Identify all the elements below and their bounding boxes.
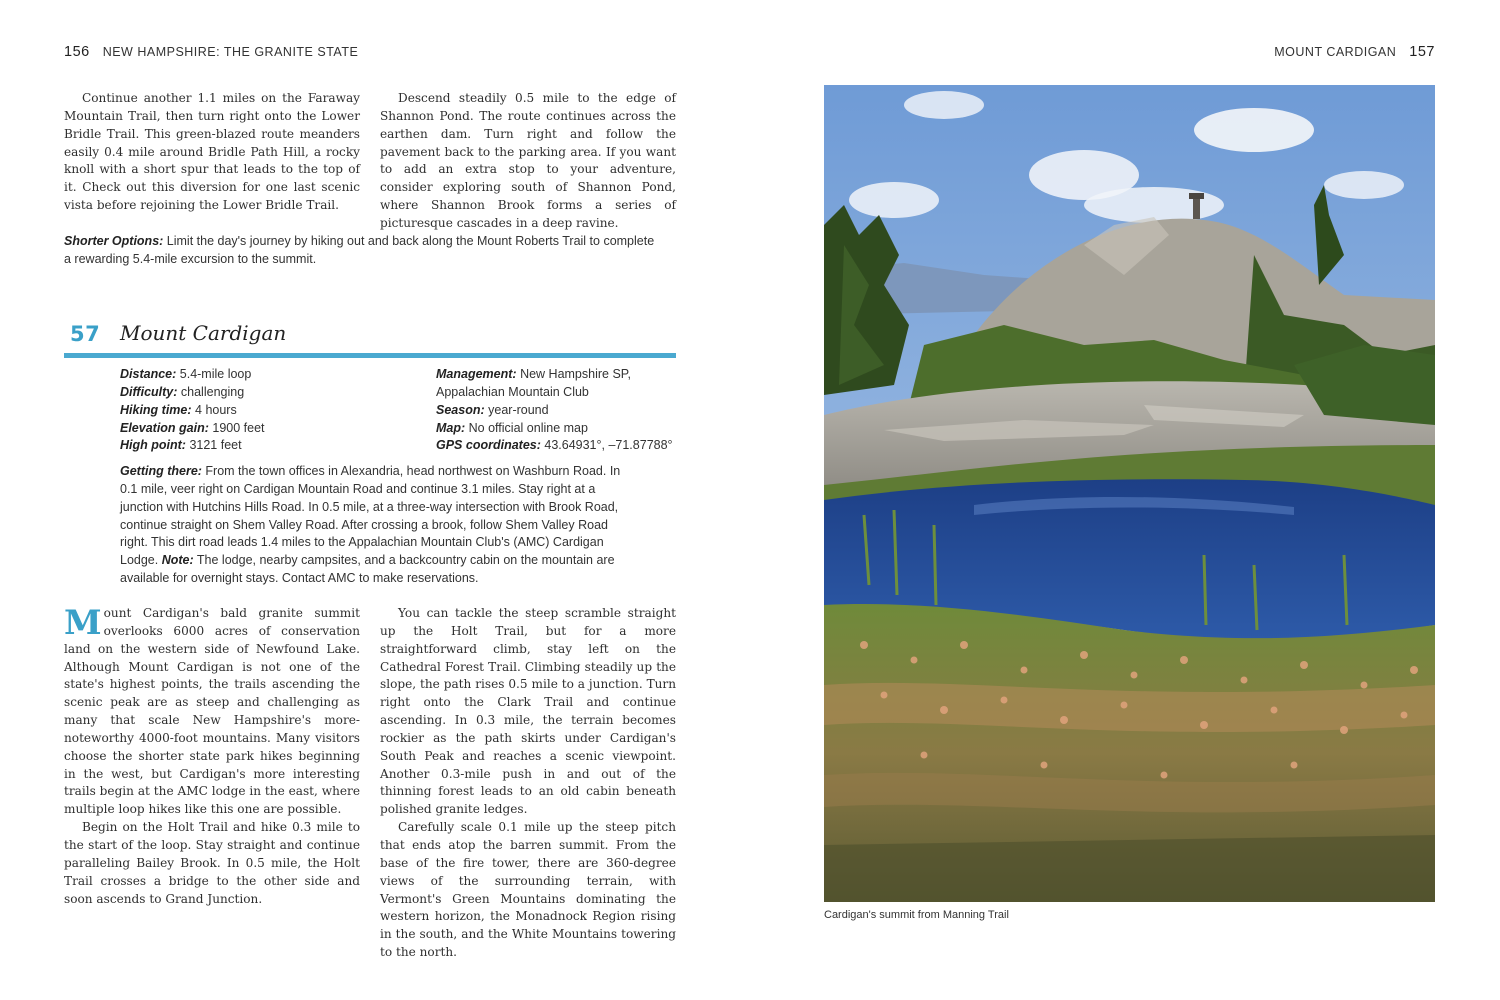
fact-label: Distance: [120, 367, 177, 381]
fact-label: Management: [436, 367, 517, 381]
fact-value: Appalachian Mountain Club [436, 384, 589, 399]
fact-map [436, 420, 686, 438]
getting-there-text: From the town offices in Alexandria, head northwest on Washburn Road. In 0.1 mile, veer right on Cardigan Mountain Road and continue 3.1 miles. Stay right at a junction with Hutchins Hills Road. In 0.5 mile, at a three-way intersection with Brook Road, continue straight on Shem Valley Road. After crossing a brook, follow Shem Valley Road right. This dirt road leads 1.4 miles to the Appalachian Mountain Club's (AMC) Cardigan Lodge. [120, 464, 621, 568]
fact-value: 1900 feet [212, 420, 265, 435]
getting-there [120, 463, 632, 588]
shorter-options-label: Shorter Options: [64, 234, 164, 248]
fact-value: 43.64931°, –71.87788° [544, 438, 673, 453]
column-a [64, 90, 360, 215]
paragraph-cathedral-forest: You can tackle the steep scramble straight up the Holt Trail, but for a more straightforward climb, stay left on the Cathedral Forest Trail. Climbing steadily up the slope, the path rises 0.5 mile to a junction. Turn right onto the Clark Trail and continue ascending. In 0.3 mile, the terrain becomes rockier as the path skirts under Cardigan's South Peak and reaches a scenic viewpoint. Another 0.3-mile push in and out of the thinning forest leads to an old cabin beneath polished granite ledges. [380, 606, 676, 817]
fact-label: High point: [120, 438, 186, 453]
hike-facts-left [120, 366, 420, 455]
hike-title: Mount Cardigan [120, 321, 287, 345]
running-head-right [1274, 44, 1435, 60]
fact-gps [436, 437, 686, 455]
fact-season [436, 402, 686, 420]
running-head-right-title: MOUNT CARDIGAN [1274, 45, 1397, 59]
right-page [750, 0, 1500, 1000]
running-head-left [64, 44, 358, 60]
fact-label: Season: [436, 402, 485, 417]
fact-label: Hiking time: [120, 402, 192, 417]
shorter-options [64, 232, 664, 268]
paragraph-intro [64, 605, 360, 819]
shorter-options-text: Limit the day's journey by hiking out and back along the Mount Roberts Trail to complete a rewarding 5.4-mile excursion to the summit. [64, 234, 655, 266]
hike-number: 57 [70, 322, 101, 346]
fact-difficulty [120, 384, 420, 402]
fact-value: New Hampshire SP, [520, 367, 631, 381]
paragraph-faraway: Continue another 1.1 miles on the Faraway Mountain Trail, then turn right onto the Lower Bridle Trail. This green-blazed route meanders easily 0.4 mile around Bridle Path Hill, a rocky knoll with a short spur that leads to the top of it. Check out this diversion for one last scenic vista before rejoining the Lower Bridle Trail. [64, 91, 360, 213]
fact-value: year-round [488, 402, 549, 417]
fact-label: Elevation gain: [120, 420, 209, 435]
page-number-right: 157 [1409, 44, 1435, 60]
fact-hiking-time [120, 402, 420, 420]
drop-cap: M [64, 603, 102, 643]
fact-value: 3121 feet [189, 438, 242, 453]
fact-elevation-gain [120, 420, 420, 438]
running-head-left-title: NEW HAMPSHIRE: THE GRANITE STATE [102, 45, 359, 59]
note-label: Note: [161, 553, 194, 568]
fact-value: challenging [180, 384, 245, 399]
column-c [64, 605, 360, 908]
hike-title-rule [64, 353, 676, 358]
summit-photo [824, 85, 1435, 902]
paragraph-intro-text: ount Cardigan's bald granite summit overlooks 6000 acres of conservation land on the western side of Newfound Lake. Although Mount Cardigan is not one of the state's highest points, the trails ascending the scenic peak are as steep and challenging as many that scale New Hampshire's more-noteworthy 4000-foot mountains. Many visitors choose the shorter state park hikes beginning in the west, but Cardigan's more interesting trails begin at the AMC lodge in the east, where multiple loop hikes like this one are possible. [64, 606, 360, 817]
fact-management [436, 366, 686, 384]
fact-value: 5.4-mile loop [179, 367, 252, 381]
page-number-left: 156 [64, 44, 90, 60]
paragraph-shannon-pond: Descend steadily 0.5 mile to the edge of Shannon Pond. The route continues across the earthen dam. Turn right and follow the pavement back to the parking area. If you want to add an extra stop to your adventure, consider exploring south of Shannon Pond, where Shannon Brook forms a series of picturesque cascades in a deep ravine. [380, 91, 676, 230]
photo-caption: Cardigan's summit from Manning Trail [824, 909, 1009, 921]
fact-label: Map: [436, 420, 466, 435]
getting-there-label: Getting there: [120, 464, 202, 478]
summit-photo-illustration [824, 85, 1435, 902]
fact-distance [120, 366, 420, 384]
fact-high-point [120, 437, 420, 455]
fact-management-cont [436, 384, 686, 402]
fact-value: No official online map [468, 420, 588, 435]
note-text: The lodge, nearby campsites, and a backcountry cabin on the mountain are available for overnight stays. Contact AMC to make reservations. [120, 553, 615, 586]
column-b [380, 90, 676, 233]
fact-label: Difficulty: [120, 384, 178, 399]
paragraph-summit: Carefully scale 0.1 mile up the steep pitch that ends atop the barren summit. From the base of the fire tower, there are 360-degree views of the surrounding terrain, with Vermont's Green Mountains dominating the western horizon, the Monadnock Region rising in the south, and the White Mountains towering to the north. [380, 820, 676, 960]
fact-label: GPS coordinates: [436, 438, 541, 453]
hike-facts-right [436, 366, 686, 455]
fact-value: 4 hours [195, 402, 237, 417]
column-d [380, 605, 676, 962]
paragraph-holt-trail: Begin on the Holt Trail and hike 0.3 mile to the start of the loop. Stay straight and continue paralleling Bailey Brook. In 0.5 mile, the Holt Trail crosses a bridge to the other side and soon ascends to Grand Junction. [64, 820, 360, 906]
